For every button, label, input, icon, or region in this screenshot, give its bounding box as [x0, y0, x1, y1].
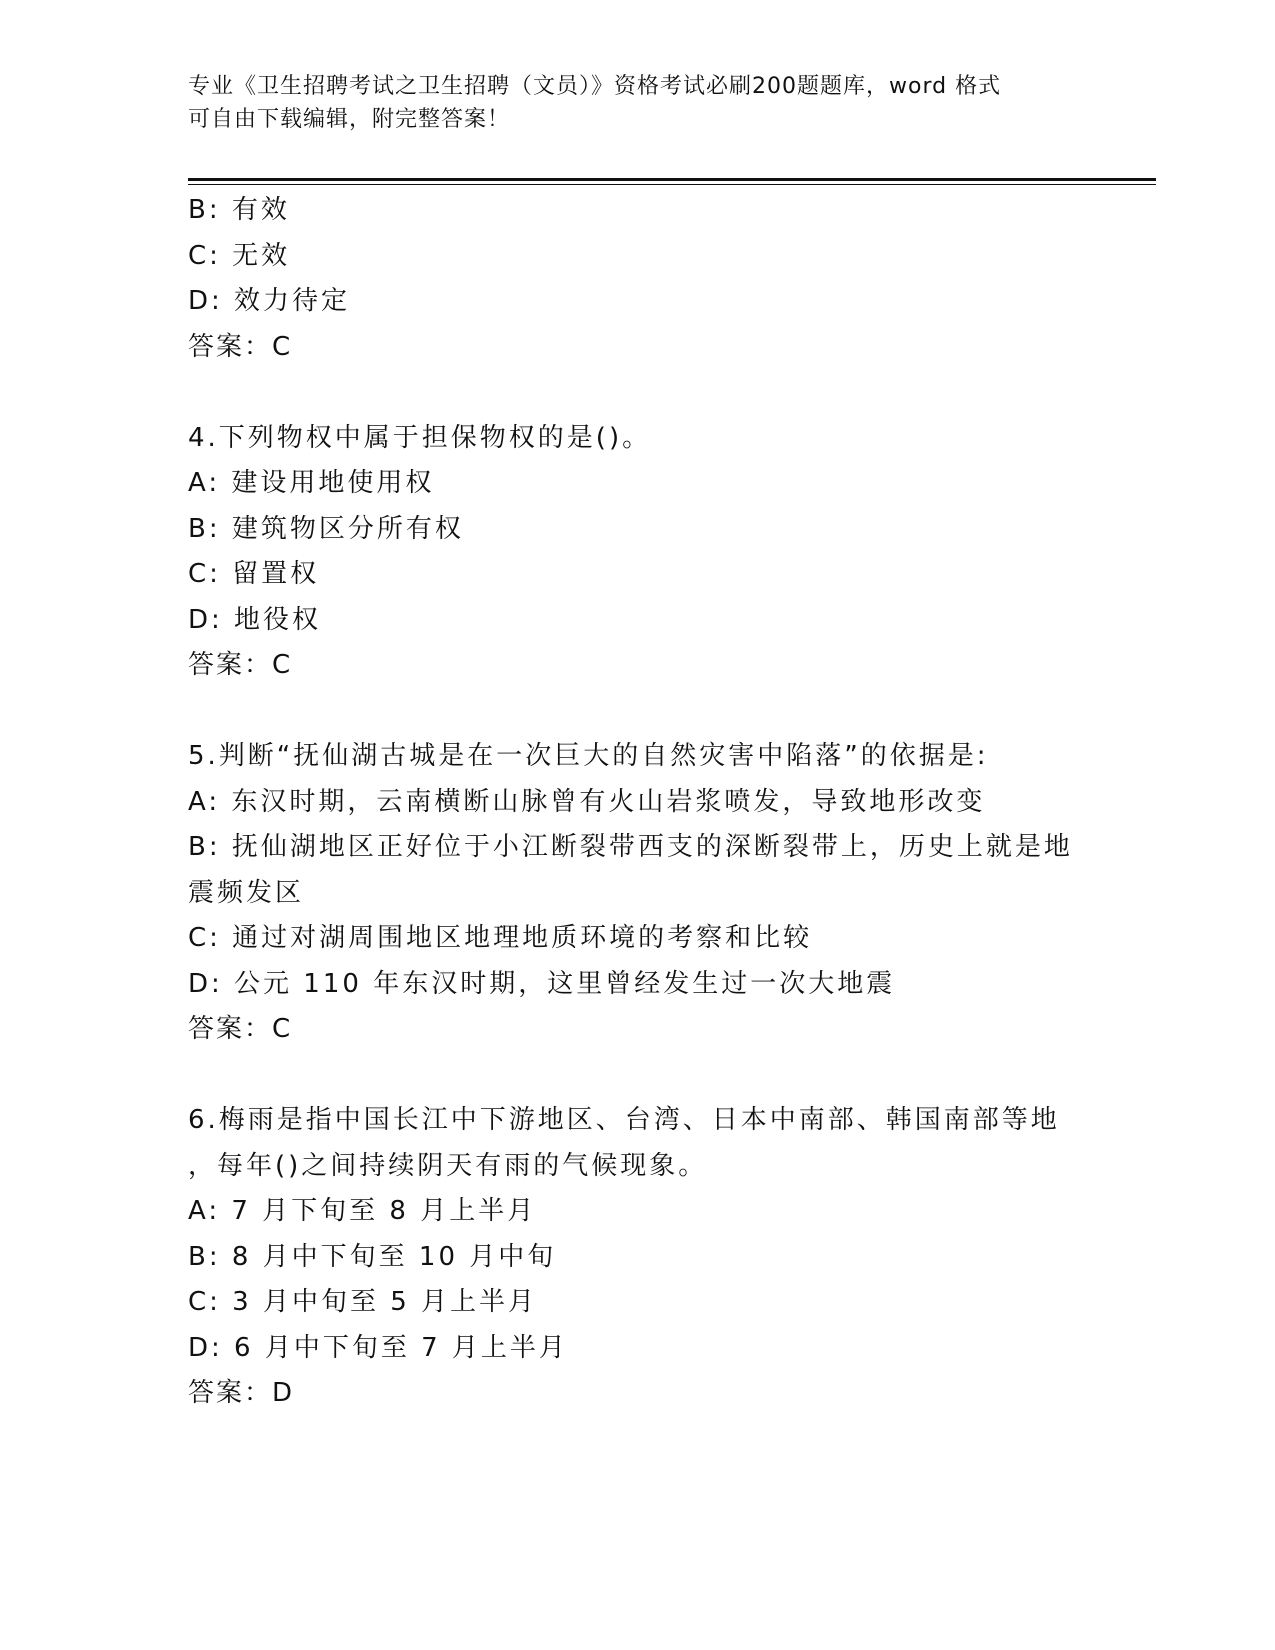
answer: 答案：C	[188, 1014, 293, 1044]
question-list	[188, 188, 1088, 1417]
header-divider-thin	[188, 184, 1156, 185]
answer: 答案：C	[188, 650, 293, 680]
option-d: D: 效力待定	[188, 286, 351, 316]
option-c: C: 无效	[188, 240, 291, 271]
header-divider-thick	[188, 178, 1156, 181]
option-d: D: 公元 110 年东汉时期，这里曾经发生过一次大地震	[188, 968, 896, 999]
question-6	[188, 1098, 1088, 1417]
question-text: 4.下列物权中属于担保物权的是()。	[188, 422, 652, 453]
option-b: B: 抚仙湖地区正好位于小江断裂带西支的深断裂带上，历史上就是地	[188, 832, 1073, 862]
option-a: A: 建设用地使用权	[188, 468, 435, 498]
question-text: 5.判断“抚仙湖古城是在一次巨大的自然灾害中陷落”的依据是:	[188, 741, 989, 771]
spacer	[188, 1053, 1088, 1099]
option-d: D: 6 月中下旬至 7 月上半月	[188, 1332, 568, 1363]
question-text-line-2: ，每年()之间持续阴天有雨的气候现象。	[188, 1150, 708, 1181]
spacer	[188, 370, 1088, 416]
option-b: B: 建筑物区分所有权	[188, 513, 464, 544]
option-a: A: 7 月下旬至 8 月上半月	[188, 1196, 537, 1226]
question-3-tail	[188, 188, 1088, 370]
spacer	[188, 689, 1088, 735]
answer: 答案：D	[188, 1378, 295, 1408]
header-title-line-1: 专业《卫生招聘考试之卫生招聘（文员）》资格考试必刷200题题库，word 格式	[188, 74, 1002, 99]
question-4	[188, 416, 1088, 689]
option-d: D: 地役权	[188, 604, 322, 635]
option-a: A: 东汉时期，云南横断山脉曾有火山岩浆喷发，导致地形改变	[188, 786, 986, 817]
document-header	[188, 70, 1088, 136]
answer: 答案：C	[188, 331, 293, 362]
option-c: C: 留置权	[188, 559, 320, 589]
option-b: B: 8 月中下旬至 10 月中旬	[188, 1241, 557, 1272]
option-b-continued: 震频发区	[188, 877, 305, 908]
option-c: C: 通过对湖周围地区地理地质环境的考察和比较	[188, 923, 813, 953]
question-5	[188, 734, 1088, 1053]
option-c: C: 3 月中旬至 5 月上半月	[188, 1287, 538, 1317]
question-text-line-1: 6.梅雨是指中国长江中下游地区、台湾、日本中南部、韩国南部等地	[188, 1105, 1060, 1135]
header-title-line-2: 可自由下载编辑，附完整答案！	[188, 107, 511, 132]
option-b: B: 有效	[188, 195, 290, 225]
